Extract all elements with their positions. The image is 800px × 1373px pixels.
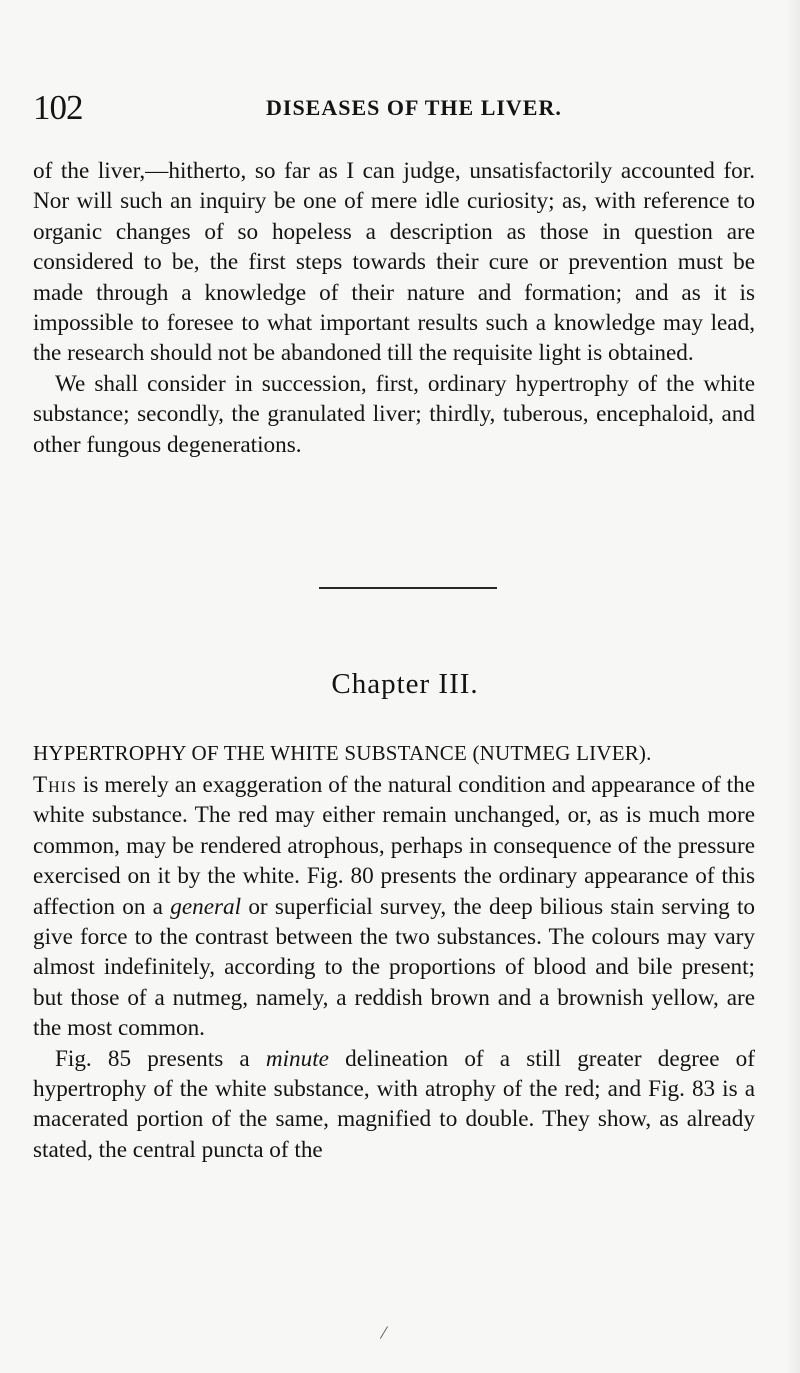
opening-text: [33, 156, 755, 460]
chapter-heading: Chapter III.: [331, 668, 479, 700]
emphasis-minute: minute: [265, 1045, 329, 1072]
body-paragraph-1: [33, 770, 755, 1044]
emphasis-general: general: [170, 893, 242, 920]
body-paragraph-1-text-b: or superficial survey, the deep bilious stain serving to give force to the contrast between the two substances. The colours may vary almost indefinitely, according to the proportions of blood and bile present; but those of a nutmeg, namely, a reddish brown and a brownish yellow, are the most common.: [33, 893, 755, 1042]
lead-word: This: [33, 772, 77, 798]
page-number: 102: [33, 88, 83, 127]
stray-pen-mark: /: [378, 1321, 389, 1345]
body-paragraph-2-text-a: Fig. 85 presents a: [55, 1045, 266, 1072]
intro-paragraph: of the liver,—hitherto, so far as I can judge, unsatisfactorily accounted for. Nor will such an inquiry be one of mere idle curiosity; as, with reference to organic changes of so hopeless a description as those in question are considered to be, the first steps towards their cure or prevention must be made through a knowledge of their nature and formation; and as it is impossible to foresee to what important results such a knowledge may lead, the research should not be abandoned till the requisite light is obtained.: [33, 158, 755, 367]
succession-paragraph: We shall consider in succession, first, ordinary hypertrophy of the white substance; secondly, the granulated liver; thirdly, tuberous, encephaloid, and other fungous degenerations.: [33, 370, 755, 458]
section-divider: [319, 587, 497, 589]
running-title: DISEASES OF THE LIVER.: [266, 95, 562, 120]
body-paragraph-1-text-a: is merely an exaggeration of the natural condition and appearance of the white substance. The red may either remain unchanged, or, as is much more common, may be rendered atrophous, perhaps in consequence of the pressure exercised on it by the white. Fig. 80 presents the ordinary appearance of this affection on a: [33, 772, 755, 920]
section-heading: HYPERTROPHY OF THE WHITE SUBSTANCE (NUTMEG LIVER).: [33, 741, 652, 765]
chapter-body: [33, 770, 755, 1165]
running-head: [33, 86, 753, 130]
body-paragraph-2-text-b: delineation of a still greater degree of hypertrophy of the white substance, with atrophy of the red; and Fig. 83 is a macerated portion of the same, magnified to double. They show, as already stated, the central puncta of the: [33, 1045, 755, 1163]
body-paragraph-2: [33, 1044, 755, 1166]
